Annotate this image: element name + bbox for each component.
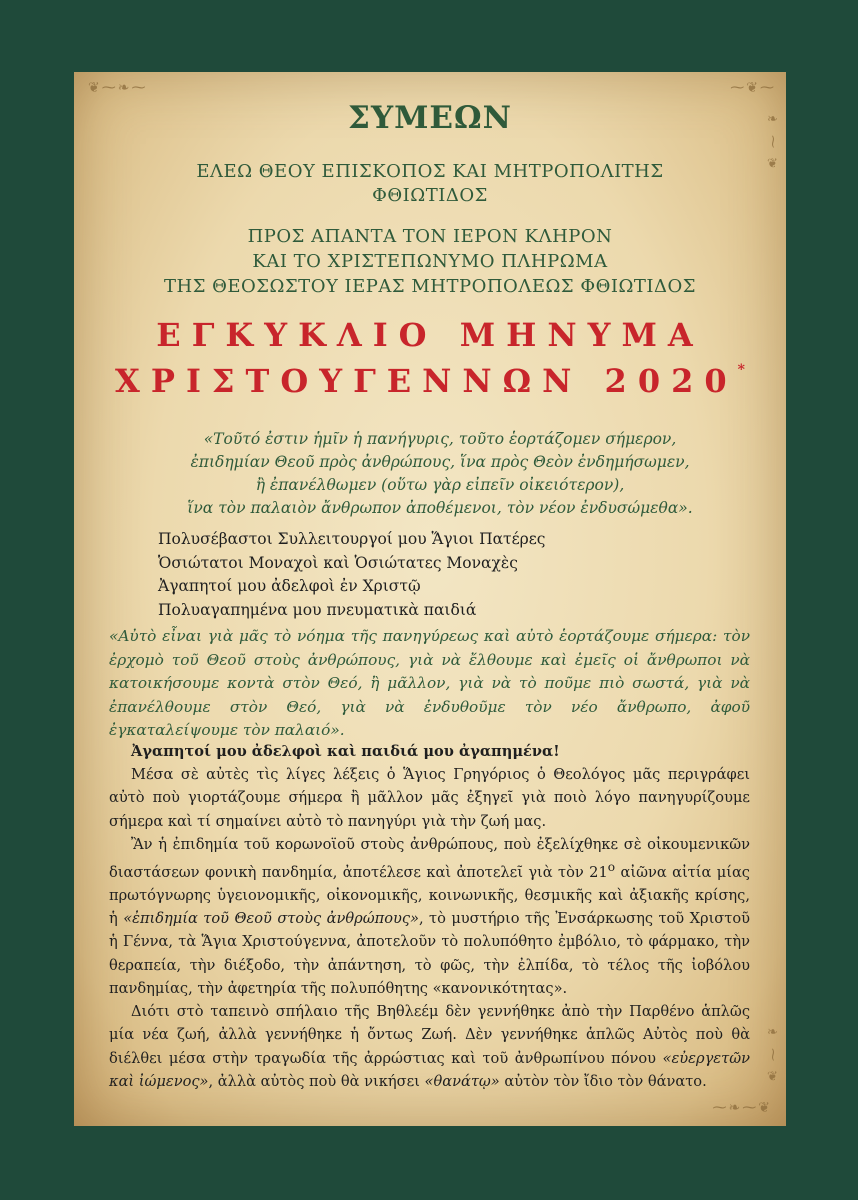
quote-line: «Τοῦτό ἐστιν ἡμῖν ἡ πανήγυρις, τοῦτο ἑορτάζομεν σήμερον,: [203, 430, 677, 448]
title-line: ΕΛΕΩ ΘΕΟΥ ΕΠΙΣΚΟΠΟΣ ΚΑΙ ΜΗΤΡΟΠΟΛΙΤΗΣ: [196, 161, 664, 182]
greeting: Ἀγαπητοί μου ἀδελφοὶ καὶ παιδιά μου ἀγαπημένα!: [131, 743, 560, 760]
side-ornament-icon: ❧ ⁓ ❦: [765, 1024, 780, 1086]
paragraph: Διότι στὸ ταπεινὸ σπήλαιο τῆς Βηθλεέμ δὲν γεννήθηκε ἀπὸ τὴν Παρθένο ἁπλῶς μία νέα ζωή, ἀλλὰ γεννήθηκε ἡ ὄντως Ζωή. Δὲν γεννήθηκε ἁπλῶς Αὐτὸς ποὺ θὰ διέλθει μέσα στὴν τραγωδία τῆς ἀρρώστιας καὶ τοῦ ἀνθρωπίνου πόνου «εὐεργετῶν καὶ ἰώμενος», ἀλλὰ αὐτὸς ποὺ θὰ νικήσει «θανάτῳ» αὐτὸν τὸν ἴδιο τὸν θάνατο.: [109, 1003, 750, 1090]
salutation-line: Ἀγαπητοί μου ἀδελφοὶ ἐν Χριστῷ: [158, 577, 421, 595]
document-title-line1: ΕΓΚΥΚΛΙΟ ΜΗΝΥΜΑ: [156, 316, 704, 354]
footnote-mark: *: [737, 362, 745, 378]
corner-ornament-icon: ❦⁓❧⁓: [88, 80, 148, 96]
salutation-line: Ὁσιώτατοι Μοναχοὶ καὶ Ὁσιώτατες Μοναχὲς: [158, 553, 518, 572]
quote-line: ἐπιδημίαν Θεοῦ πρὸς ἀνθρώπους, ἵνα πρὸς Θεὸν ἐνδημήσωμεν,: [190, 453, 690, 471]
quote-paraphrase: «Αὐτὸ εἶναι γιὰ μᾶς τὸ νόημα τῆς πανηγύρεως καὶ αὐτὸ ἑορτάζουμε σήμερα: τὸν ἐρχομὸ τοῦ Θεοῦ στοὺς ἀνθρώπους, γιὰ νὰ ἔλθουμε καὶ ἐμεῖς οἱ ἄνθρωποι νὰ κατοικήσουμε κοντὰ στὸν Θεό, ἢ μᾶλλον, γιὰ νὰ τὸ ποῦμε πιὸ σωστά, γιὰ νὰ ἐπανέλθουμε στὸν Θεό, γιὰ νὰ ἐνδυθοῦμε τὸν νέο ἄνθρωπο, ἀφοῦ ἐγκαταλείψουμε τὸν παλαιό».: [109, 627, 750, 739]
salutation-line: Πολυσέβαστοι Συλλειτουργοί μου Ἅγιοι Πατέρες: [158, 530, 546, 548]
side-ornament-icon: ❧ ⁓ ❦: [765, 112, 780, 174]
addressee-line: ΠΡΟΣ ΑΠΑΝΤΑ ΤΟΝ ΙΕΡΟΝ ΚΛΗΡΟΝ: [247, 226, 613, 247]
bishop-name: ΣΥΜΕΩΝ: [348, 100, 512, 136]
addressee-line: ΤΗΣ ΘΕΟΣΩΣΤΟΥ ΙΕΡΑΣ ΜΗΤΡΟΠΟΛΕΩΣ ΦΘΙΩΤΙΔΟΣ: [164, 276, 696, 297]
corner-ornament-icon: ⁓❧⁓❦: [712, 1100, 772, 1116]
paragraph: Μέσα σὲ αὐτὲς τὶς λίγες λέξεις ὁ Ἅγιος Γρηγόριος ὁ Θεολόγος μᾶς περιγράφει αὐτὸ ποὺ γιορτάζουμε σήμερα ἢ μᾶλλον μᾶς ἐξηγεῖ γιὰ ποιὸ λόγο πανηγυρίζουμε σήμερα καὶ τί σημαίνει αὐτὸ τὸ πανηγύρι γιὰ τὴν ζωή μας.: [109, 766, 750, 830]
document-title-text: ΧΡΙΣΤΟΥΓΕΝΝΩΝ 2020: [115, 362, 738, 400]
corner-ornament-icon: ⁓❦⁓: [730, 80, 776, 96]
document-title-line2: [74, 362, 786, 400]
parchment-page: [74, 72, 786, 1126]
body-text: [109, 740, 750, 1093]
quote-line: ἵνα τὸν παλαιὸν ἄνθρωπον ἀποθέμενοι, τὸν νέον ἐνδυσώμεθα».: [187, 499, 693, 517]
addressees: [74, 224, 786, 299]
paragraph: Ἂν ἡ ἐπιδημία τοῦ κορωνοϊοῦ στοὺς ἀνθρώπους, ποὺ ἐξελίχθηκε σὲ οἰκουμενικῶν διαστάσεων φονικὴ πανδημία, ἀποτέλεσε καὶ ἀποτελεῖ γιὰ τὸν $21^o$ αἰῶνα αἰτία μίας πρωτόγνωρης ὑγειονομικῆς, οἰκονομικῆς, κοινωνικῆς, θεσμικῆς καὶ ἀξιακῆς κρίσης, ἡ «ἐπιδημία τοῦ Θεοῦ στοὺς ἀνθρώπους», τὸ μυστήριο τῆς Ἐνσάρκωσης τοῦ Χριστοῦ ἡ Γέννα, τὰ Ἅγια Χριστούγεννα, ἀποτελοῦν τὸ πολυπόθητο ἐμβόλιο, τὸ φάρμακο, τὴν θεραπεία, τὴν διέξοδο, τὴν ἀπάντηση, τὸ φῶς, τὴν ἐλπίδα, τὸ τέλος τῆς ἰοβόλου πανδημίας, τὴν ἀφετηρία τῆς πολυπόθητης «κανονικότητας».: [109, 835, 750, 997]
quote-line: ἢ ἐπανέλθωμεν (οὕτω γὰρ εἰπεῖν οἰκειότερον),: [255, 476, 625, 494]
salutation-line: Πολυαγαπημένα μου πνευματικὰ παιδιά: [158, 600, 477, 619]
epigraph-quote: [134, 428, 746, 520]
bishop-title: [74, 160, 786, 208]
addressee-line: ΚΑΙ ΤΟ ΧΡΙΣΤΕΠΩΝΥΜΟ ΠΛΗΡΩΜΑ: [252, 251, 608, 272]
salutation-block: [158, 528, 545, 622]
title-line: ΦΘΙΩΤΙΔΟΣ: [372, 185, 488, 206]
